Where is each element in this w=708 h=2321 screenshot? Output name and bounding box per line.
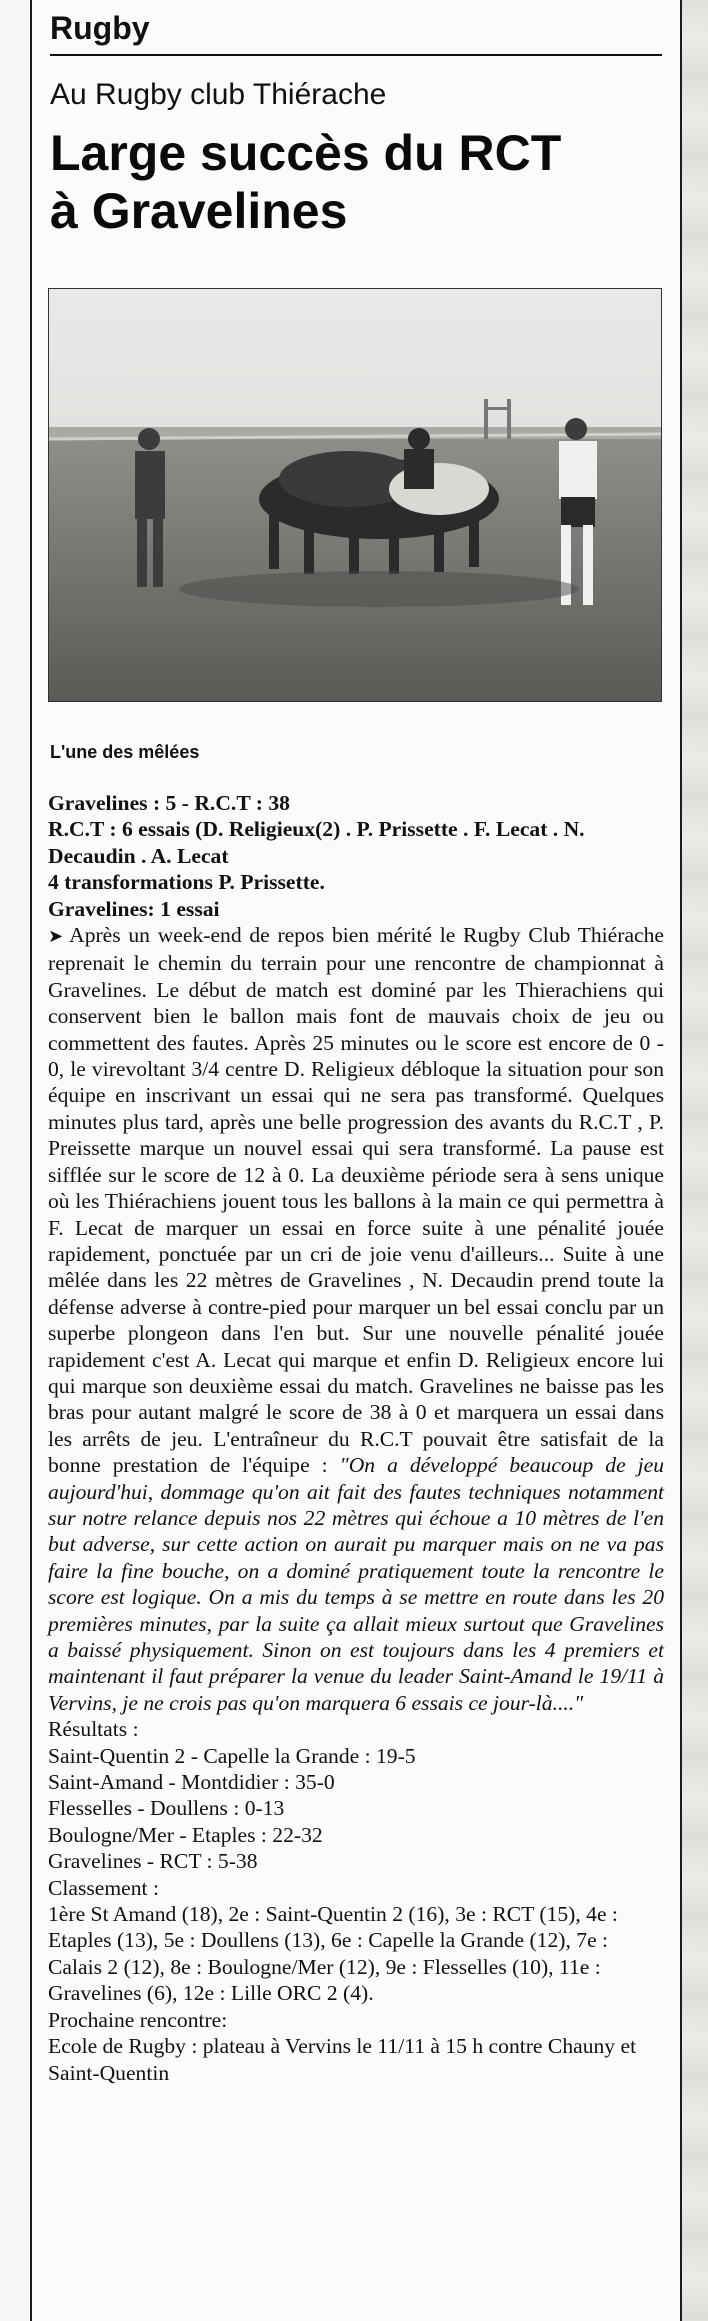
standings-title: Classement : — [48, 1875, 159, 1900]
photo-caption: L'une des mêlées — [50, 742, 200, 762]
result-item: Gravelines - RCT : 5-38 — [48, 1849, 258, 1874]
match-photo — [48, 288, 662, 702]
kicker: Au Rugby club Thiérache — [50, 78, 387, 111]
article — [30, 0, 682, 2321]
result-item: Saint-Amand - Montdidier : 35-0 — [48, 1770, 335, 1795]
next-match-title: Prochaine rencontre: — [48, 2007, 228, 2032]
article-body — [48, 790, 664, 2086]
result-item: Boulogne/Mer - Etaples : 22-32 — [48, 1822, 323, 1847]
rct-tries: R.C.T : 6 essais (D. Religieux(2) . P. Prissette . F. Lecat . N. Decaudin . A. Lecat — [48, 817, 585, 868]
score-summary — [48, 790, 664, 922]
result-item: Flesselles - Doullens : 0-13 — [48, 1796, 285, 1821]
next-match-block — [48, 2007, 664, 2086]
match-report — [48, 922, 664, 1716]
next-match-text: Ecole de Rugby : plateau à Vervins le 11/11 à 15 h contre Chauny et Saint-Quentin — [48, 2034, 637, 2085]
headline-line-1: Large succès du RCT — [50, 125, 562, 181]
arrowhead-icon: ➤ — [48, 926, 64, 948]
coach-quote: "On a développé beaucoup de jeu aujourd'hui, dommage qu'on ait fait des fautes techniques notamment sur notre relance depuis nos 22 mètres qui échoue a 10 mètres de l'en but adverse, sur cette action on aurait pu marquer mais on ne va pas faire la fine bouche, on a dominé pratiquement toute la rencontre le score est logique. On a mis du temps à se mettre en route dans les 20 premières minutes, par la suite ça allait mieux surtout que Gravelines a baissé physiquement. Sinon on est toujours dans les 4 premiers et maintenant il faut préparer la venue du leader Saint-Amand le 19/11 à Vervins, je ne crois pas qu'on marquera 6 essais ce jour-là...." — [48, 1453, 665, 1715]
headline-line-2: à Gravelines — [50, 183, 348, 239]
conversions: 4 transformations P. Prissette. — [48, 870, 325, 895]
headline — [50, 124, 660, 240]
result-item: Saint-Quentin 2 - Capelle la Grande : 19-5 — [48, 1743, 416, 1768]
results-title: Résultats : — [48, 1717, 139, 1742]
report-text: Après un week-end de repos bien mérité le Rugby Club Thiérache reprenait le chemin du terrain pour une rencontre de championnat à Gravelines. Le début de match est dominé par les Thierachiens qui conservent bien le ballon mais font de mauvais choix de jeu ou commettent des fautes. Après 25 minutes ou le score est encore de 0 - 0, le virevoltant 3/4 centre D. Religieux débloque la situation pour son équipe en inscrivant un essai qui ne sera pas transformé. Quelques minutes plus tard, après une belle progression des avants du R.C.T , P. Preissette marque un nouvel essai qui sera transformé. La pause est sifflée sur le score de 12 à 0. La deuxième période sera à sens unique où les Thiérachiens jouent tous les ballons à la main ce qui permettra à F. Lecat de marquer un essai en force suite à une pénalité jouée rapidement, ponctuée par un cri de joie venu d'ailleurs... Suite à une mêlée dans les 22 mètres de Gravelines , N. Decaudin prend toute la défense adverse à contre-pied pour marquer un bel essai conclu par un superbe plongeon dans l'en but. Sur une nouvelle pénalité jouée rapidement c'est A. Lecat qui marque et enfin D. Religieux encore lui qui marque son deuxième essai du match. Gravelines ne baisse pas les bras pour autant malgré le score de 38 à 0 et marquera un essai dans les arrêts de jeu. L'entraîneur du R.C.T pouvait être satisfait de la bonne prestation de l'équipe : — [48, 923, 664, 1478]
final-score: Gravelines : 5 - R.C.T : 38 — [48, 791, 290, 815]
section-rubric: Rugby — [50, 10, 150, 46]
standings-block — [48, 1875, 664, 2007]
results-list — [48, 1743, 664, 1875]
rubric-rule — [50, 54, 662, 56]
gravelines-tries: Gravelines: 1 essai — [48, 896, 220, 921]
results-block — [48, 1716, 664, 1874]
scrum-photo-illustration — [49, 289, 661, 701]
standings-text: 1ère St Amand (18), 2e : Saint-Quentin 2 (16), 3e : RCT (15), 4e : Etaples (13), 5e : Doullens (13), 6e : Capelle la Grande (12), 7e : Calais 2 (12), 8e : Boulogne/Mer (12), 9e : Flesselles (10), 11e : Gravelines (6), 12e : Lille ORC 2 (4). — [48, 1902, 618, 2006]
adjacent-page-edge — [680, 0, 708, 2321]
